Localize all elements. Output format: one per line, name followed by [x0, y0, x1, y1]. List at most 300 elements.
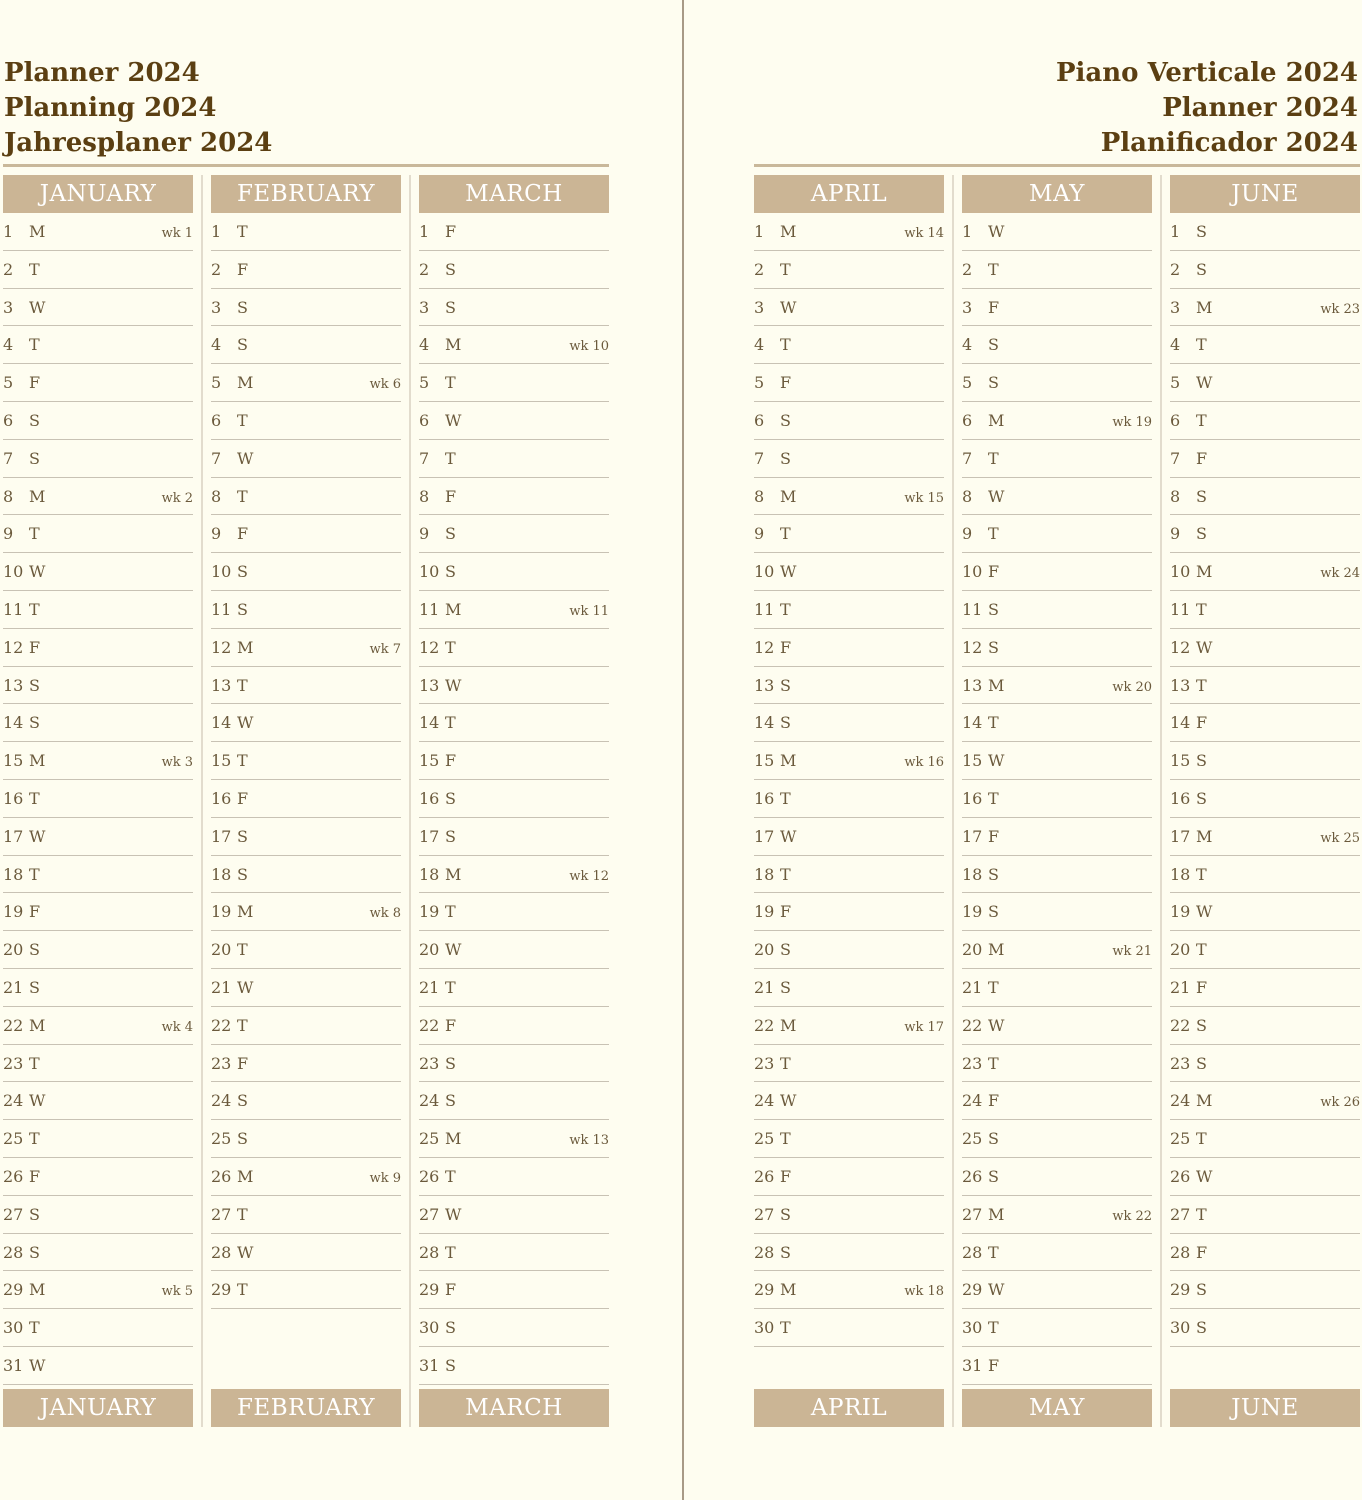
weekday-letter: T — [29, 524, 40, 544]
day-number: 23 — [754, 1053, 775, 1073]
day-row — [754, 818, 944, 856]
day-number: 26 — [1170, 1167, 1191, 1186]
day-number: 17 — [1170, 826, 1191, 846]
week-number: wk 14 — [904, 226, 944, 241]
day-number: 8 — [419, 486, 430, 506]
weekday-letter: T — [237, 1280, 248, 1300]
day-number: 23 — [419, 1053, 440, 1073]
weekday-letter: W — [445, 675, 462, 695]
weekday-letter: T — [1196, 1204, 1207, 1224]
day-number: 10 — [962, 562, 983, 582]
day-row — [754, 515, 944, 553]
weekday-letter: S — [1196, 751, 1207, 771]
weekday-letter: W — [988, 486, 1005, 506]
day-row — [3, 818, 193, 856]
weekday-letter: M — [29, 1280, 46, 1300]
weekday-letter: W — [780, 826, 797, 846]
weekday-letter: M — [1196, 826, 1213, 846]
day-row — [211, 213, 401, 251]
week-number: wk 19 — [1112, 415, 1152, 430]
day-row — [419, 402, 609, 440]
day-row — [3, 591, 193, 629]
day-row — [754, 1271, 944, 1309]
weekday-letter: S — [237, 335, 248, 355]
day-number: 9 — [962, 524, 973, 544]
weekday-letter: T — [29, 1129, 40, 1149]
day-number: 18 — [962, 864, 983, 884]
day-row — [211, 1082, 401, 1120]
weekday-letter: F — [988, 562, 1000, 582]
day-number: 1 — [419, 222, 430, 241]
month-header: APRIL — [754, 175, 944, 213]
day-number: 7 — [419, 448, 430, 468]
day-row — [754, 1120, 944, 1158]
day-number: 11 — [754, 600, 775, 619]
weekday-letter: T — [1196, 940, 1207, 960]
day-number: 4 — [1170, 335, 1181, 355]
day-number: 21 — [211, 978, 232, 997]
weekday-letter: T — [988, 524, 999, 544]
day-number: 13 — [3, 675, 24, 695]
day-number: 25 — [754, 1129, 775, 1149]
title-piano-verticale: Piano Verticale 2024 — [1056, 58, 1358, 88]
day-number: 6 — [211, 411, 222, 430]
day-number: 30 — [419, 1318, 440, 1338]
day-row — [754, 591, 944, 629]
day-number: 17 — [211, 826, 232, 846]
weekday-letter: S — [988, 600, 999, 619]
weekday-letter: S — [988, 335, 999, 355]
month-column-march — [419, 175, 609, 1427]
day-row — [1170, 969, 1360, 1007]
month-footer: APRIL — [754, 1389, 944, 1427]
week-number: wk 1 — [161, 226, 193, 241]
weekday-letter: T — [1196, 864, 1207, 884]
day-row — [1170, 440, 1360, 478]
weekday-letter: T — [1196, 411, 1207, 430]
day-row — [3, 667, 193, 705]
day-row — [754, 251, 944, 289]
day-number: 23 — [3, 1053, 24, 1073]
weekday-letter: S — [780, 940, 791, 960]
day-number: 28 — [1170, 1242, 1191, 1262]
day-number: 5 — [754, 373, 765, 393]
day-row — [419, 856, 609, 894]
day-row — [419, 289, 609, 327]
weekday-letter: M — [988, 675, 1005, 695]
day-number: 18 — [3, 864, 24, 884]
weekday-letter: T — [780, 259, 791, 279]
day-number: 21 — [3, 978, 24, 997]
day-number: 10 — [1170, 562, 1191, 582]
day-row — [754, 326, 944, 364]
day-number: 3 — [3, 297, 14, 317]
weekday-letter: T — [237, 222, 248, 241]
weekday-letter: F — [780, 637, 792, 657]
month-header: JANUARY — [3, 175, 193, 213]
weekday-letter: M — [780, 222, 797, 241]
weekday-letter: T — [29, 864, 40, 884]
day-number: 13 — [962, 675, 983, 695]
day-number: 9 — [211, 524, 222, 544]
weekday-letter: M — [445, 600, 462, 619]
day-row — [1170, 629, 1360, 667]
day-number: 1 — [1170, 222, 1181, 241]
day-row — [211, 1045, 401, 1083]
weekday-letter: T — [29, 1318, 40, 1338]
weekday-letter: T — [237, 1015, 248, 1035]
day-row — [211, 1271, 401, 1309]
day-row — [3, 780, 193, 818]
day-row — [419, 969, 609, 1007]
day-number: 13 — [211, 675, 232, 695]
day-row — [3, 515, 193, 553]
day-number: 8 — [962, 486, 973, 506]
day-row — [3, 893, 193, 931]
day-number: 1 — [962, 222, 973, 241]
day-row — [211, 289, 401, 327]
day-row — [1170, 213, 1360, 251]
day-number: 29 — [419, 1280, 440, 1300]
day-row — [1170, 326, 1360, 364]
weekday-letter: S — [445, 562, 456, 582]
day-row — [1170, 478, 1360, 516]
weekday-letter: F — [29, 373, 41, 393]
week-number: wk 11 — [569, 604, 609, 619]
weekday-letter: W — [780, 562, 797, 582]
weekday-letter: S — [780, 1242, 791, 1262]
week-number: wk 7 — [369, 641, 401, 657]
day-row — [754, 1234, 944, 1272]
day-row — [962, 213, 1152, 251]
day-number: 3 — [419, 297, 430, 317]
day-number: 2 — [419, 259, 430, 279]
day-number: 28 — [211, 1242, 232, 1262]
weekday-letter: S — [237, 864, 248, 884]
day-row — [1170, 1082, 1360, 1120]
day-number: 27 — [1170, 1204, 1191, 1224]
day-row — [3, 478, 193, 516]
weekday-letter: W — [237, 713, 254, 733]
day-number: 28 — [419, 1242, 440, 1262]
day-number: 29 — [1170, 1280, 1191, 1300]
weekday-letter: T — [988, 1242, 999, 1262]
day-number: 19 — [962, 902, 983, 922]
day-number: 19 — [419, 902, 440, 922]
weekday-letter: S — [988, 637, 999, 657]
weekday-letter: M — [237, 1167, 254, 1186]
month-footer: JANUARY — [3, 1389, 193, 1427]
day-number: 23 — [211, 1053, 232, 1073]
weekday-letter: T — [780, 864, 791, 884]
day-number: 15 — [211, 751, 232, 771]
weekday-letter: F — [1196, 1242, 1208, 1262]
weekday-letter: S — [29, 448, 40, 468]
day-number: 21 — [1170, 978, 1191, 997]
day-row — [754, 931, 944, 969]
day-number: 1 — [754, 222, 765, 241]
day-number: 2 — [754, 259, 765, 279]
weekday-letter: T — [237, 675, 248, 695]
day-row — [1170, 1271, 1360, 1309]
day-number: 5 — [3, 373, 14, 393]
day-number: 2 — [962, 259, 973, 279]
day-number: 22 — [754, 1015, 775, 1035]
weekday-letter: F — [29, 637, 41, 657]
day-number: 14 — [754, 713, 775, 733]
weekday-letter: W — [1196, 637, 1213, 657]
day-row — [419, 591, 609, 629]
day-row — [1170, 289, 1360, 327]
week-number: wk 23 — [1320, 301, 1360, 317]
weekday-letter: W — [29, 1091, 46, 1111]
day-number: 14 — [1170, 713, 1191, 733]
day-number: 20 — [1170, 940, 1191, 960]
day-number: 26 — [419, 1167, 440, 1186]
day-number: 10 — [754, 562, 775, 582]
day-row — [962, 1347, 1152, 1385]
day-row — [211, 856, 401, 894]
day-number: 15 — [3, 751, 24, 771]
day-row — [962, 629, 1152, 667]
day-row — [754, 1196, 944, 1234]
day-row — [419, 704, 609, 742]
weekday-letter: S — [1196, 524, 1207, 544]
day-row — [3, 1196, 193, 1234]
day-number: 5 — [419, 373, 430, 393]
day-row — [3, 742, 193, 780]
day-number: 24 — [754, 1091, 775, 1111]
day-number: 23 — [962, 1053, 983, 1073]
weekday-letter: M — [780, 1280, 797, 1300]
weekday-letter: T — [237, 940, 248, 960]
weekday-letter: F — [29, 902, 41, 922]
weekday-letter: T — [988, 259, 999, 279]
day-number: 22 — [1170, 1015, 1191, 1035]
week-number: wk 5 — [161, 1284, 193, 1300]
day-row — [754, 289, 944, 327]
day-row — [3, 1234, 193, 1272]
day-row — [962, 1007, 1152, 1045]
weekday-letter: T — [445, 713, 456, 733]
day-row — [754, 440, 944, 478]
day-number: 12 — [962, 637, 983, 657]
weekday-letter: M — [988, 1204, 1005, 1224]
day-number: 11 — [419, 600, 440, 619]
weekday-letter: S — [988, 864, 999, 884]
day-number: 30 — [962, 1318, 983, 1338]
weekday-letter: T — [445, 978, 456, 997]
day-row — [211, 402, 401, 440]
day-row — [962, 289, 1152, 327]
weekday-letter: T — [780, 1053, 791, 1073]
day-row — [1170, 704, 1360, 742]
day-number: 31 — [962, 1356, 983, 1375]
day-number: 31 — [3, 1356, 24, 1375]
day-row — [211, 629, 401, 667]
column-divider — [201, 175, 203, 1427]
weekday-letter: W — [29, 297, 46, 317]
day-row — [419, 553, 609, 591]
day-number: 12 — [419, 637, 440, 657]
day-number: 8 — [1170, 486, 1181, 506]
month-column-june — [1170, 175, 1360, 1427]
weekday-letter: T — [237, 751, 248, 771]
day-row — [211, 893, 401, 931]
day-number: 1 — [211, 222, 222, 241]
week-number: wk 2 — [161, 490, 193, 506]
day-row — [419, 780, 609, 818]
day-number: 21 — [419, 978, 440, 997]
month-header: MARCH — [419, 175, 609, 213]
day-row — [1170, 856, 1360, 894]
day-row — [1170, 591, 1360, 629]
day-number: 2 — [1170, 259, 1181, 279]
day-number: 30 — [3, 1318, 24, 1338]
day-number: 6 — [962, 411, 973, 430]
page-spine — [682, 0, 684, 1500]
day-row — [754, 1045, 944, 1083]
day-number: 25 — [962, 1129, 983, 1149]
day-row — [419, 742, 609, 780]
day-row — [754, 213, 944, 251]
day-row — [419, 515, 609, 553]
day-number: 9 — [3, 524, 14, 544]
day-row — [419, 478, 609, 516]
day-row — [419, 440, 609, 478]
day-number: 1 — [3, 222, 14, 241]
weekday-letter: S — [780, 1204, 791, 1224]
day-row — [419, 326, 609, 364]
day-row — [419, 1196, 609, 1234]
day-number: 26 — [754, 1167, 775, 1186]
day-row — [754, 667, 944, 705]
weekday-letter: M — [988, 411, 1005, 430]
day-row — [419, 818, 609, 856]
day-row — [1170, 364, 1360, 402]
week-number: wk 17 — [904, 1019, 944, 1035]
day-number: 16 — [1170, 789, 1191, 808]
weekday-letter: S — [237, 600, 248, 619]
day-row — [3, 213, 193, 251]
weekday-letter: S — [445, 1318, 456, 1338]
weekday-letter: T — [29, 789, 40, 808]
day-number: 29 — [3, 1280, 24, 1300]
weekday-letter: S — [445, 524, 456, 544]
day-row — [211, 1158, 401, 1196]
day-row — [211, 704, 401, 742]
day-row — [419, 251, 609, 289]
day-row — [1170, 553, 1360, 591]
day-row — [1170, 818, 1360, 856]
day-row — [419, 1347, 609, 1385]
weekday-letter: S — [445, 1356, 456, 1375]
day-row — [211, 251, 401, 289]
weekday-letter: S — [29, 1242, 40, 1262]
day-row — [419, 1082, 609, 1120]
day-row — [3, 931, 193, 969]
weekday-letter: T — [1196, 675, 1207, 695]
month-column-april — [754, 175, 944, 1427]
day-row — [962, 591, 1152, 629]
weekday-letter: T — [29, 335, 40, 355]
day-number: 20 — [962, 940, 983, 960]
weekday-letter: F — [445, 222, 457, 241]
day-row — [3, 969, 193, 1007]
weekday-letter: W — [237, 978, 254, 997]
week-number: wk 26 — [1320, 1095, 1360, 1111]
day-row — [962, 969, 1152, 1007]
weekday-letter: T — [237, 1204, 248, 1224]
day-number: 26 — [3, 1167, 24, 1186]
weekday-letter: S — [445, 259, 456, 279]
weekday-letter: T — [988, 713, 999, 733]
weekday-letter: F — [237, 789, 249, 808]
day-number: 27 — [754, 1204, 775, 1224]
day-row — [211, 969, 401, 1007]
weekday-letter: S — [780, 978, 791, 997]
day-number: 15 — [754, 751, 775, 771]
weekday-letter: M — [237, 373, 254, 393]
weekday-letter: S — [988, 373, 999, 393]
month-footer: JUNE — [1170, 1389, 1360, 1427]
weekday-letter: S — [29, 713, 40, 733]
week-number: wk 9 — [369, 1171, 401, 1186]
weekday-letter: W — [237, 1242, 254, 1262]
weekday-letter: F — [237, 1053, 249, 1073]
day-number: 19 — [211, 902, 232, 922]
day-row — [1170, 1120, 1360, 1158]
day-row — [419, 364, 609, 402]
weekday-letter: T — [445, 1242, 456, 1262]
day-number: 10 — [3, 562, 24, 582]
weekday-letter: T — [780, 1129, 791, 1149]
day-number: 7 — [3, 448, 14, 468]
day-number: 19 — [754, 902, 775, 922]
weekday-letter: S — [1196, 1318, 1207, 1338]
column-divider — [1160, 175, 1162, 1427]
month-column-may — [962, 175, 1152, 1427]
weekday-letter: S — [237, 826, 248, 846]
weekday-letter: S — [1196, 486, 1207, 506]
month-header: MAY — [962, 175, 1152, 213]
weekday-letter: F — [780, 902, 792, 922]
day-row — [754, 1158, 944, 1196]
day-number: 8 — [3, 486, 14, 506]
day-row — [3, 402, 193, 440]
day-number: 30 — [754, 1318, 775, 1338]
day-number: 7 — [211, 448, 222, 468]
weekday-letter: S — [1196, 259, 1207, 279]
month-footer: FEBRUARY — [211, 1389, 401, 1427]
day-number: 9 — [419, 524, 430, 544]
weekday-letter: S — [988, 1167, 999, 1186]
day-row — [3, 1120, 193, 1158]
day-row — [211, 591, 401, 629]
day-row — [211, 931, 401, 969]
day-row — [754, 364, 944, 402]
day-number: 13 — [754, 675, 775, 695]
day-number: 31 — [419, 1356, 440, 1375]
day-row — [754, 1309, 944, 1347]
day-row — [211, 364, 401, 402]
weekday-letter: M — [445, 335, 462, 355]
day-row — [3, 553, 193, 591]
weekday-letter: M — [988, 940, 1005, 960]
weekday-letter: S — [780, 411, 791, 430]
weekday-letter: T — [1196, 600, 1207, 619]
day-number: 13 — [419, 675, 440, 695]
